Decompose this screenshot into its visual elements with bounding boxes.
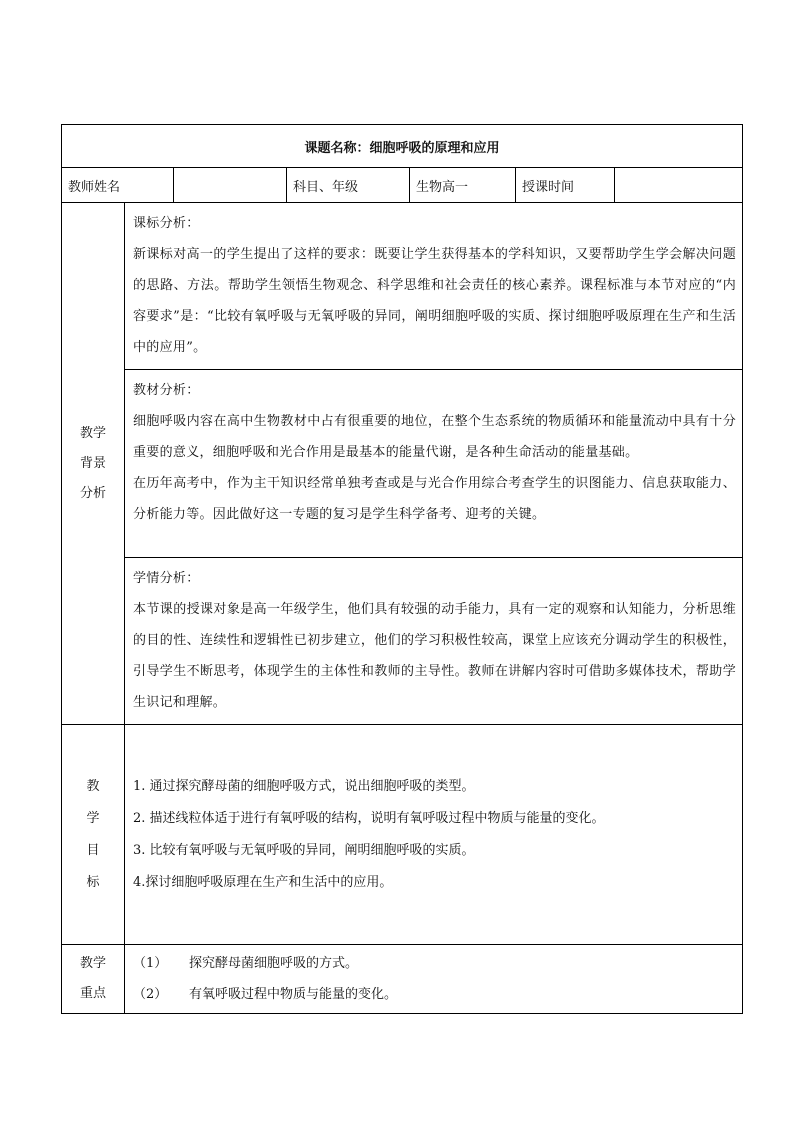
subject-grade-value: 生物高一 [410,168,516,203]
teaching-focus-section [125,945,743,1014]
goal-item: 3. 比较有氧呼吸与无氧呼吸的异同，阐明细胞呼吸的实质。 [133,842,475,858]
label-line: 学 [86,810,100,826]
focus-number: （1） [133,956,168,971]
subject-grade-label: 科目、年级 [287,168,410,203]
teacher-name-value [174,168,287,203]
student-heading: 学情分析： [133,571,200,586]
focus-item [133,979,734,1010]
textbook-text-2: 在历年高考中，作为主干知识经常单独考查或是与光合作用综合考查学生的识图能力、信息获取能力、分析能力等。因此做好这一专题的复习是学生科学备考、迎考的关键。 [133,476,737,522]
label-line: 教 [86,778,100,794]
goal-item: 1. 通过探究酵母菌的细胞呼吸方式，说出细胞呼吸的类型。 [133,778,475,794]
lesson-plan-table [61,124,743,1014]
focus-number: （2） [133,987,168,1002]
teaching-focus-label [62,945,125,1014]
textbook-heading: 教材分析： [133,383,200,398]
goal-item: 2. 描述线粒体适于进行有氧呼吸的结构，说明有氧呼吸过程中物质与能量的变化。 [133,810,605,826]
curriculum-heading: 课标分析： [133,216,200,231]
background-analysis-label [62,203,125,725]
student-text: 本节课的授课对象是高一年级学生，他们具有较强的动手能力，具有一定的观察和认知能力，分析思维的目的性、连续性和逻辑性已初步建立，他们的学习积极性较高，课堂上应该充分调动学生的积极性，引导学生不断思考，体现学生的主体性和教师的主导性。教师在讲解内容时可借助多媒体技术，帮助学生识记和理解。 [133,602,737,710]
label-line: 背景 [79,455,106,471]
teaching-goals-label [62,725,125,945]
teaching-goals-section [125,725,743,945]
label-line: 教学 [79,425,106,441]
label-line: 教学 [79,956,106,971]
textbook-text-1: 细胞呼吸内容在高中生物教材中占有很重要的地位，在整个生态系统的物质循环和能量流动中具有十分重要的意义，细胞呼吸和光合作用是最基本的能量代谢，是各种生命活动的能量基础。 [133,414,737,460]
focus-item [133,948,734,979]
student-analysis-section [125,558,743,725]
focus-text: 探究酵母菌细胞呼吸的方式。 [189,956,359,971]
focus-text: 有氧呼吸过程中物质与能量的变化。 [189,987,398,1002]
class-time-value [615,168,743,203]
label-line: 重点 [79,986,106,1001]
lesson-title: 课题名称：细胞呼吸的原理和应用 [62,125,743,168]
class-time-label: 授课时间 [516,168,615,203]
label-line: 标 [86,874,100,890]
label-line: 目 [86,842,100,858]
textbook-analysis-section [125,370,743,558]
curriculum-text: 新课标对高一的学生提出了这样的要求：既要让学生获得基本的学科知识，又要帮助学生学会解决问题的思路、方法。帮助学生领悟生物观念、科学思维和社会责任的核心素养。课程标准与本节对应的“内容要求”是：“比较有氧呼吸与无氧呼吸的异同，阐明细胞呼吸的实质、探讨细胞呼吸原理在生产和生活中的应用”。 [133,247,737,355]
label-line: 分析 [79,485,106,501]
goal-item: 4.探讨细胞呼吸原理在生产和生活中的应用。 [133,874,393,890]
teacher-name-label: 教师姓名 [62,168,174,203]
curriculum-analysis-section [125,203,743,370]
